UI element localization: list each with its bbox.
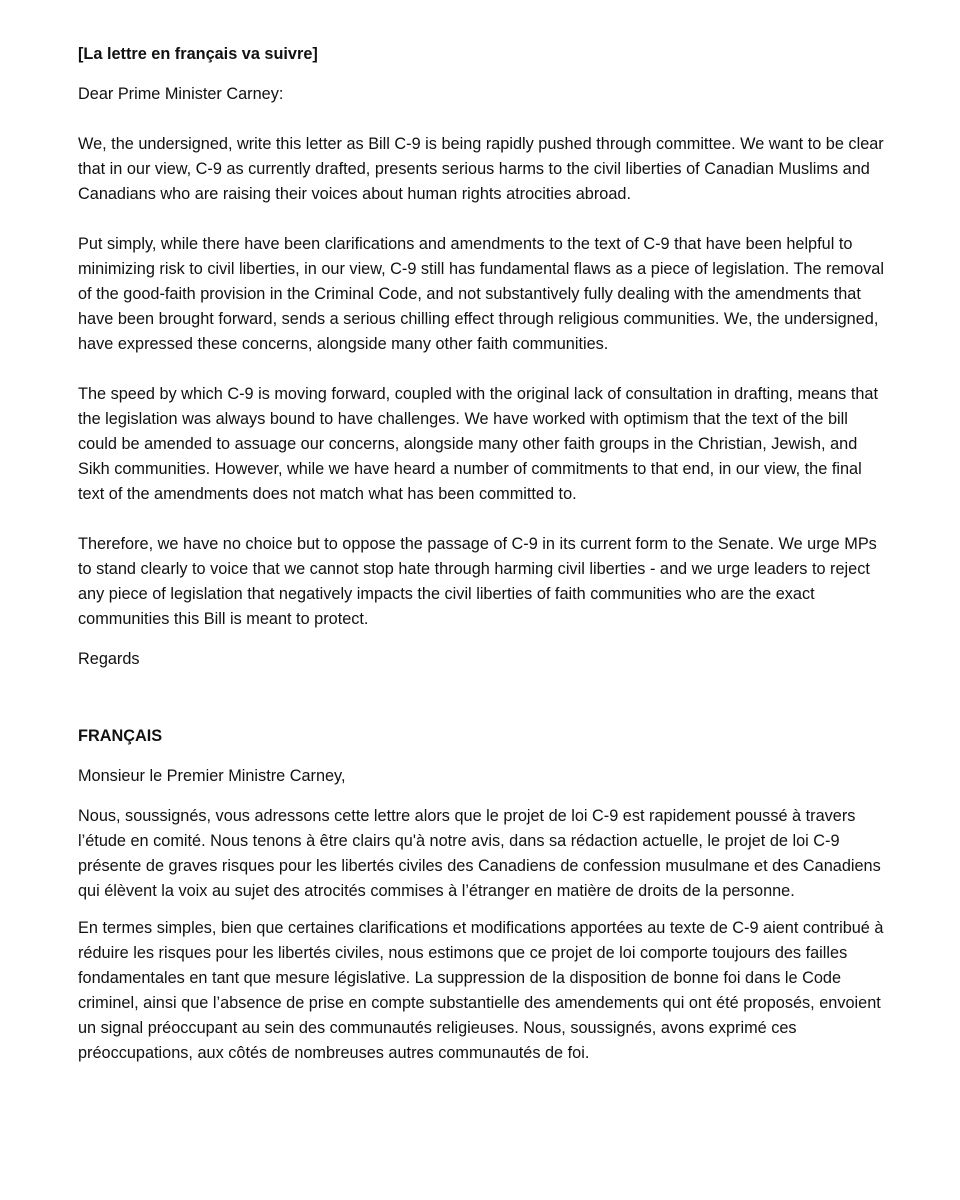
letter-page	[78, 42, 888, 1066]
english-paragraph-4: Therefore, we have no choice but to oppose the passage of C-9 in its current form to the Senate. We urge MPs to stand clearly to voice that we cannot stop hate through harming civil liberties - and we urge leaders to reject any piece of legislation that negatively impacts the civil liberties of faith communities who are the exact communities this Bill is meant to protect.	[78, 535, 877, 628]
french-paragraph-1: Nous, soussignés, vous adressons cette lettre alors que le projet de loi C-9 est rapidement poussé à travers l’étude en comité. Nous tenons à être clairs qu'à notre avis, dans sa rédaction actuelle, le projet de loi C-9 présente de graves risques pour les libertés civiles des Canadiens de confession musulmane et des Canadiens qui élèvent la voix au sujet des atrocités commises à l’étranger en matière de droits de la personne.	[78, 807, 881, 900]
english-salutation: Dear Prime Minister Carney:	[78, 85, 284, 103]
english-paragraph-2: Put simply, while there have been clarifications and amendments to the text of C-9 that have been helpful to minimizing risk to civil liberties, in our view, C-9 still has fundamental flaws as a piece of legislation. The removal of the good-faith provision in the Criminal Code, and not substantively fully dealing with the amendments that have been brought forward, sends a serious chilling effect through religious communities. We, the undersigned, have expressed these concerns, alongside many other faith communities.	[78, 235, 884, 353]
english-closing: Regards	[78, 650, 140, 668]
french-salutation: Monsieur le Premier Ministre Carney,	[78, 767, 346, 785]
french-heading: FRANÇAIS	[78, 727, 163, 745]
french-paragraph-2: En termes simples, bien que certaines clarifications et modifications apportées au texte de C-9 aient contribué à réduire les risques pour les libertés civiles, nous estimons que ce projet de loi comporte toujours des failles fondamentales en tant que mesure législative. La suppression de la disposition de bonne foi dans le Code criminel, ainsi que l’absence de prise en compte substantielle des amendements qui ont été proposés, envoient un signal préoccupant au sein des communautés religieuses. Nous, soussignés, avons exprimé ces préoccupations, aux côtés de nombreuses autres communautés de foi.	[78, 919, 884, 1062]
english-paragraph-3: The speed by which C-9 is moving forward, coupled with the original lack of consultation in drafting, means that the legislation was always bound to have challenges. We have worked with optimism that the text of the bill could be amended to assuage our concerns, alongside many other faith groups in the Christian, Jewish, and Sikh communities. However, while we have heard a number of commitments to that end, in our view, the final text of the amendments does not match what has been committed to.	[78, 385, 879, 503]
english-paragraph-1: We, the undersigned, write this letter as Bill C-9 is being rapidly pushed through committee. We want to be clear that in our view, C-9 as currently drafted, presents serious harms to the civil liberties of Canadian Muslims and Canadians who are raising their voices about human rights atrocities abroad.	[78, 135, 884, 203]
french-notice: [La lettre en français va suivre]	[78, 45, 318, 63]
